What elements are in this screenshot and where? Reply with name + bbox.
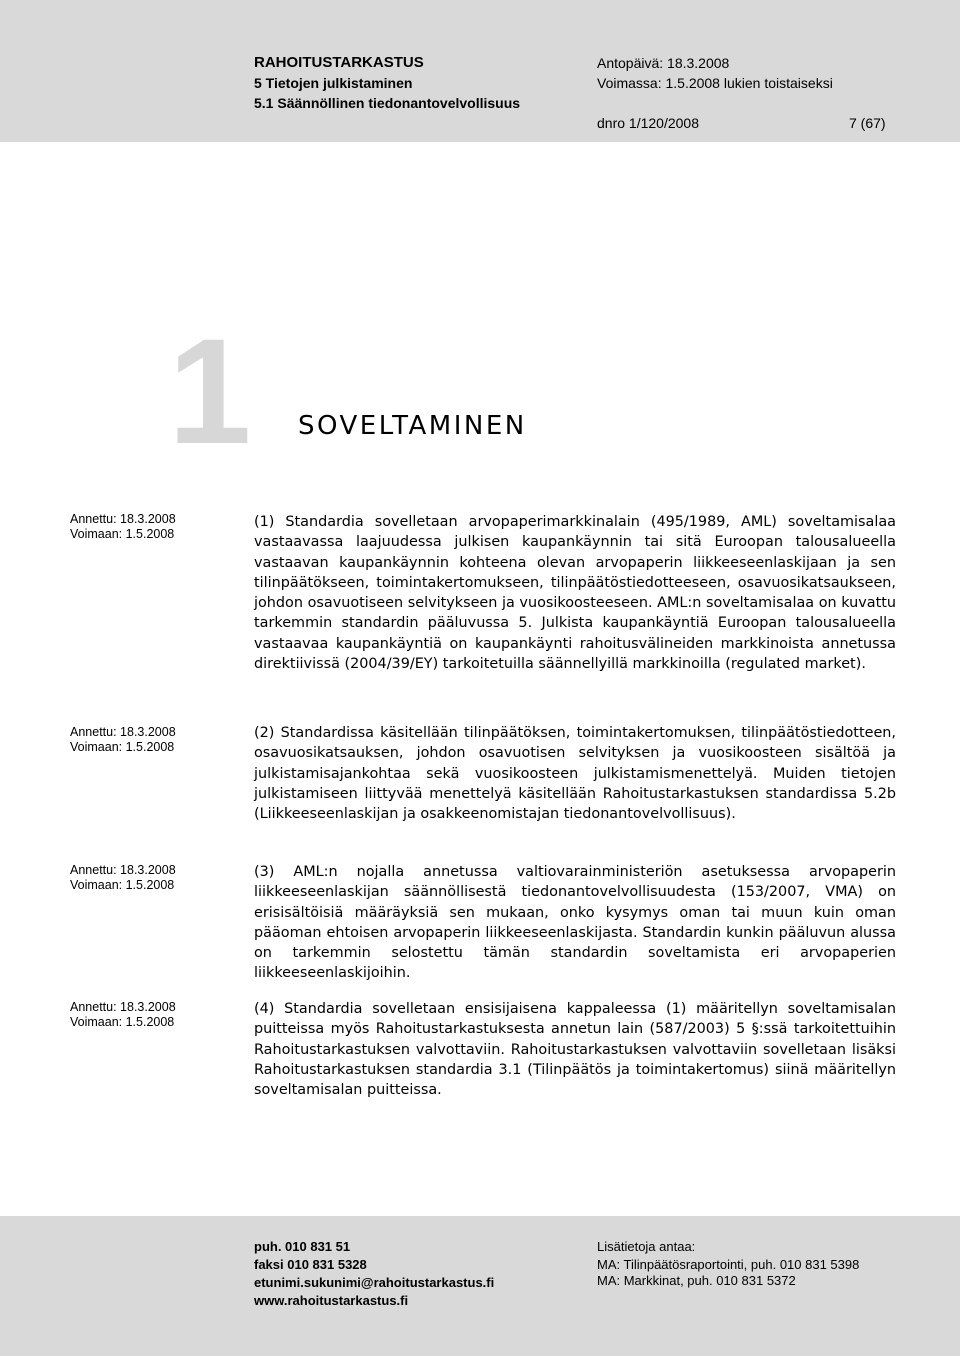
issued-date: Antopäivä: 18.3.2008: [597, 55, 730, 71]
annettu-date: Annettu: 18.3.2008: [70, 512, 176, 526]
footer-website: www.rahoitustarkastus.fi: [254, 1293, 409, 1308]
annettu-date: Annettu: 18.3.2008: [70, 1000, 176, 1014]
paragraph-3: (3) AML:n nojalla annetussa valtiovarainministeriön asetuksessa arvopaperin liikkeeseenlaskijan säännöllisestä tiedonantovelvollisuudesta (153/2007, VMA) on erisisältöisiä määräyksiä sen mukaan, onko kysymys oman tai muun kuin oman pääoman ehtoisen arvopaperin liikkeeseenlaskijasta. Standardin kunkin pääluvun alussa on tarkemmin selostettu tämän standardin soveltamista eri arvopaperien liikkeeseenlaskijoihin.: [254, 864, 896, 982]
paragraph-2: (2) Standardissa käsitellään tilinpäätöksen, toimintakertomuksen, tilinpäätöstiedotteen, osavuosikatsauksen, johdon osavuotisen selvityksen ja vuosikoosteen sisältöä ja julkistamisajankohtaa sekä vuosikoosteen julkistamismenettelyä. Muiden tietojen julkistamiseen liittyvää menettelyä käsitellään Rahoitustarkastuksen standardissa 5.2b (Liikkeeseenlaskijan ja osakkeenomistajan tiedonantovelvollisuus).: [254, 725, 896, 823]
page-number: 7 (67): [849, 115, 886, 131]
voimaan-date: Voimaan: 1.5.2008: [70, 740, 175, 754]
voimaan-date: Voimaan: 1.5.2008: [70, 878, 175, 892]
chapter-number: 1: [168, 307, 252, 475]
chapter-title: SOVELTAMINEN: [298, 411, 527, 441]
voimaan-date: Voimaan: 1.5.2008: [70, 1015, 175, 1029]
annettu-date: Annettu: 18.3.2008: [70, 725, 176, 739]
page-footer: [0, 1216, 960, 1356]
footer-phone: puh. 010 831 51: [254, 1239, 351, 1254]
margin-note: [70, 1000, 230, 1030]
organization-name: RAHOITUSTARKASTUS: [254, 54, 424, 71]
margin-note: [70, 725, 230, 755]
subsection-title: 5.1 Säännöllinen tiedonantovelvollisuus: [254, 95, 521, 111]
effective-date: Voimassa: 1.5.2008 lukien toistaiseksi: [597, 75, 833, 91]
margin-note: [70, 863, 230, 893]
annettu-date: Annettu: 18.3.2008: [70, 863, 176, 877]
footer-contact-2: MA: Markkinat, puh. 010 831 5372: [597, 1273, 796, 1288]
footer-email: etunimi.sukunimi@rahoitustarkastus.fi: [254, 1275, 495, 1290]
footer-contact-1: MA: Tilinpäätösraportointi, puh. 010 831 5398: [597, 1257, 860, 1272]
footer-info-label: Lisätietoja antaa:: [597, 1239, 696, 1254]
paragraph-4: (4) Standardia sovelletaan ensisijaisena kappaleessa (1) määritellyn soveltamisalan puitteissa myös Rahoitustarkastuksesta annetun lain (587/2003) 5 §:ssä tarkoitettuihin Rahoitustarkastuksen valvottaviin. Rahoitustarkastuksen valvottaviin sovelletaan lisäksi Rahoitustarkastuksen standardia 3.1 (Tilinpäätös ja toimintakertomus) siinä määritellyn soveltamisalan puitteissa.: [254, 1001, 896, 1099]
voimaan-date: Voimaan: 1.5.2008: [70, 527, 175, 541]
margin-note: [70, 512, 230, 542]
paragraph-1: (1) Standardia sovelletaan arvopaperimarkkinalain (495/1989, AML) soveltamisalaa vastaavassa laajuudessa julkisen kaupankäynnin tai sitä Euroopan talousalueella vastaavan kaupankäynnin kohteena olevan arvopaperin liikkeeseenlaskijaan ja sen tilinpäätökseen, toimintakertomukseen, tilinpäätöstiedotteeseen, osavuosikatsaukseen, johdon osavuotiseen selvitykseen ja vuosikoosteeseen. AML:n soveltamisalaa on kuvattu tarkemmin standardin pääluvussa 5. Julkista kaupankäyntiä Euroopan talousalueella vastaavaa kaupankäyntiä on kaupankäynti rahoitusvälineiden markkinoista annetussa direktiivissä (2004/39/EY) tarkoitetuilla säännellyillä markkinoilla (regulated market).: [254, 514, 896, 673]
page-header: [0, 0, 960, 142]
section-title: 5 Tietojen julkistaminen: [254, 75, 413, 91]
document-number: dnro 1/120/2008: [597, 115, 699, 131]
footer-fax: faksi 010 831 5328: [254, 1257, 367, 1272]
